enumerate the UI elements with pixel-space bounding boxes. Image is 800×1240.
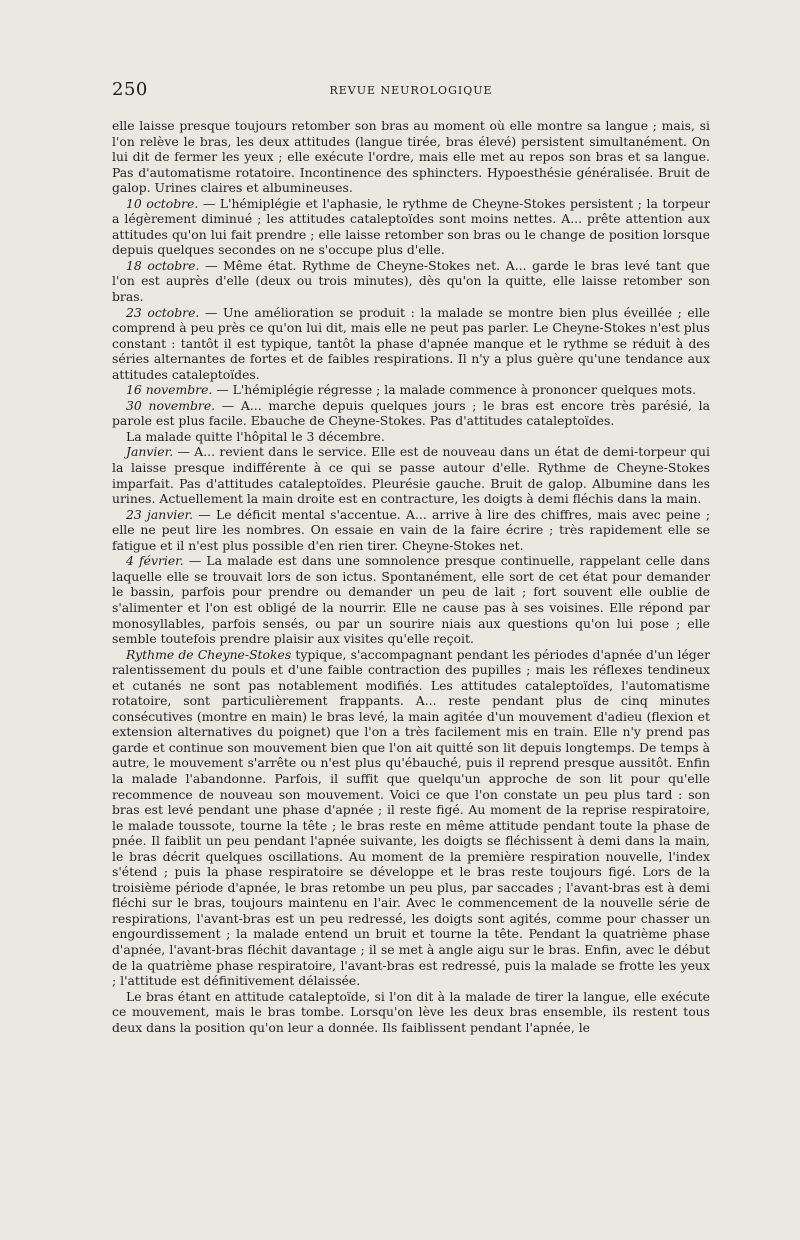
- paragraph: [112, 258, 710, 305]
- paragraph-text: Le bras étant en attitude cataleptoïde, si l'on dit à la malade de tirer la langue, elle exécute ce mouvement, mais le bras tombe. Lorsqu'on lève les deux bras ensemble, ils restent tous deux dans la position qu'on leur a donnée. Ils faiblissent pendant l'apnée, le: [112, 988, 710, 1035]
- paragraph-date: 16 novembre.: [126, 382, 213, 398]
- paragraph-text: typique, s'accompagnant pendant les périodes d'apnée d'un léger ralentissement du pouls et d'une faible contraction des pupilles ; mais les réflexes tendineux et cutanés ne sont pas notablement modifiés. Les attitudes cataleptoïdes, l'automatisme rotatoire, sont particulièrement frappants. A... reste pendant plus de cinq minutes consécutives (montre en main) le bras levé, la main agitée d'un mouvement d'adieu (flexion et extension alternatives du poignet) que l'on a très facilement mis en train. Elle n'y prend pas garde et continue son mouvement bien que l'on ait quitté son lit depuis longtemps. De temps à autre, le mouvement s'arrête ou n'est plus qu'ébauché, puis il reprend presque aussitôt. Enfin la malade l'abandonne. Parfois, il suffit que quelqu'un approche de son lit pour qu'elle recommence de nouveau son mouvement. Voici ce que l'on constate un peu plus tard : son bras est levé pendant une phase d'apnée ; il reste figé. Au moment de la reprise respiratoire, le malade toussote, tourne la tête ; le bras reste en même attitude pendant toute la phase de pnée. Il faiblit un peu pendant l'apnée suivante, les doigts se fléchissent à demi dans la main, le bras décrit quelques oscillations. Au moment de la première respiration nouvelle, l'index s'étend ; puis la phase respiratoire se développe et le bras reste toujours figé. Lors de la troisième période d'apnée, le bras retombe un peu plus, par saccades ; l'avant-bras est à demi fléchi sur le bras, toujours maintenu en l'air. Avec le commencement de la nouvelle série de respirations, l'avant-bras est un peu redressé, les doigts sont agités, comme pour chasser un engourdissement ; la malade entend un bruit et tourne la tête. Pendant la quatrième phase d'apnée, l'avant-bras fléchit davantage ; il se met à angle aigu sur le bras. Enfin, avec le début de la quatrième phase respiratoire, l'avant-bras est redressé, puis la malade se frotte les yeux ; l'attitude est définitivement délaissée.: [112, 646, 710, 989]
- paragraph-text: — Une amélioration se produit : la malade se montre bien plus éveillée ; elle comprend à peu près ce qu'on lui dit, mais elle ne peut pas parler. Le Cheyne-Stokes n'est plus constant : tantôt il est typique, tantôt la phase d'apnée manque et le rythme se réduit à des séries alternantes de fortes et de faibles respirations. Il n'y a plus guère qu'une tendance aux attitudes cataleptoïdes.: [112, 304, 711, 382]
- paragraph-date: Rythme de Cheyne-Stokes: [126, 646, 292, 662]
- paragraph-text: — L'hémiplégie régresse ; la malade commence à prononcer quelques mots.: [212, 382, 697, 398]
- paragraph: [112, 118, 710, 196]
- page-header: [112, 79, 710, 103]
- paragraph-date: 4 février.: [126, 553, 184, 569]
- paragraph-date: 23 janvier.: [126, 506, 194, 522]
- body-text: [112, 118, 710, 1035]
- paragraph-text: — A... marche depuis quelques jours ; le bras est encore très parésié, la parole est plus facile. Ebauche de Cheyne-Stokes. Pas d'attitudes cataleptoïdes.: [112, 397, 710, 429]
- paragraph-text: — Même état. Rythme de Cheyne-Stokes net. A... garde le bras levé tant que l'on est auprès d'elle (deux ou trois minutes), dès qu'on la quitte, elle laisse retomber son bras.: [112, 257, 711, 305]
- paragraph: [112, 398, 710, 429]
- paragraph-date: 18 octobre.: [126, 257, 200, 273]
- page-number: 250: [112, 79, 148, 100]
- paragraph-date: Janvier.: [126, 444, 174, 460]
- paragraph-date: 23 octobre.: [126, 304, 200, 320]
- paragraph-date: 30 novembre.: [126, 397, 216, 413]
- paragraph: [112, 305, 710, 383]
- paragraph: [112, 382, 710, 398]
- paragraph-text: La malade quitte l'hôpital le 3 décembre.: [126, 428, 385, 444]
- paragraph: [112, 196, 710, 258]
- paragraph-text: — Le déficit mental s'accentue. A... arrive à lire des chiffres, mais avec peine ; elle ne peut lire les nombres. On essaie en vain de la faire écrire ; très rapidement elle se fatigue et il n'est plus possible d'en rien tirer. Cheyne-Stokes net.: [112, 506, 710, 553]
- paragraph: [112, 647, 710, 989]
- paragraph-text: elle laisse presque toujours retomber son bras au moment où elle montre sa langue ; mais, si l'on relève le bras, les deux attitudes (langue tirée, bras élevé) persistent simultanément. On lui dit de fermer les yeux ; elle exécute l'ordre, mais elle met au repos son bras et sa langue. Pas d'automatisme rotatoire. Incontinence des sphincters. Hypoesthésie généralisée. Bruit de galop. Urines claires et albumineuses.: [112, 118, 710, 196]
- paragraph: [112, 989, 710, 1036]
- paragraph-text: — L'hémiplégie et l'aphasie, le rythme de Cheyne-Stokes persistent ; la torpeur a légèrement diminué ; les attitudes cataleptoïdes sont moins nettes. A... prête attention aux attitudes qu'on lui fait prendre ; elle laisse retomber son bras ou le change de position lorsque depuis quelques secondes on ne s'occupe plus d'elle.: [112, 195, 710, 258]
- paragraph-date: 10 octobre.: [126, 195, 199, 211]
- paragraph: [112, 444, 710, 506]
- paragraph: [112, 429, 710, 445]
- paragraph-text: — A... revient dans le service. Elle est de nouveau dans un état de demi-torpeur qui la laisse presque indifférente à ce qui se passe autour d'elle. Rythme de Cheyne-Stokes imparfait. Pas d'attitudes cataleptoïdes. Pleurésie gauche. Bruit de galop. Albumine dans les urines. Actuellement la main droite est en contracture, les doigts à demi fléchis dans la main.: [112, 444, 710, 507]
- paragraph-text: — La malade est dans une somnolence presque continuelle, rappelant celle dans laquelle elle se trouvait lors de son ictus. Spontanément, elle sort de cet état pour demander le bassin, parfois pour prendre ou demander un peu de lait ; fort souvent elle oublie de s'alimenter et l'on est obligé de la nourrir. Elle ne cause pas à ses voisines. Elle répond par monosyllables, parfois sensés, ou par un sourire niais aux questions qu'on lui pose ; elle semble toutefois prendre plaisir aux visites qu'elle reçoit.: [112, 553, 710, 647]
- paragraph: [112, 507, 710, 554]
- paragraph: [112, 553, 710, 646]
- running-title: REVUE NEUROLOGIQUE: [329, 84, 493, 97]
